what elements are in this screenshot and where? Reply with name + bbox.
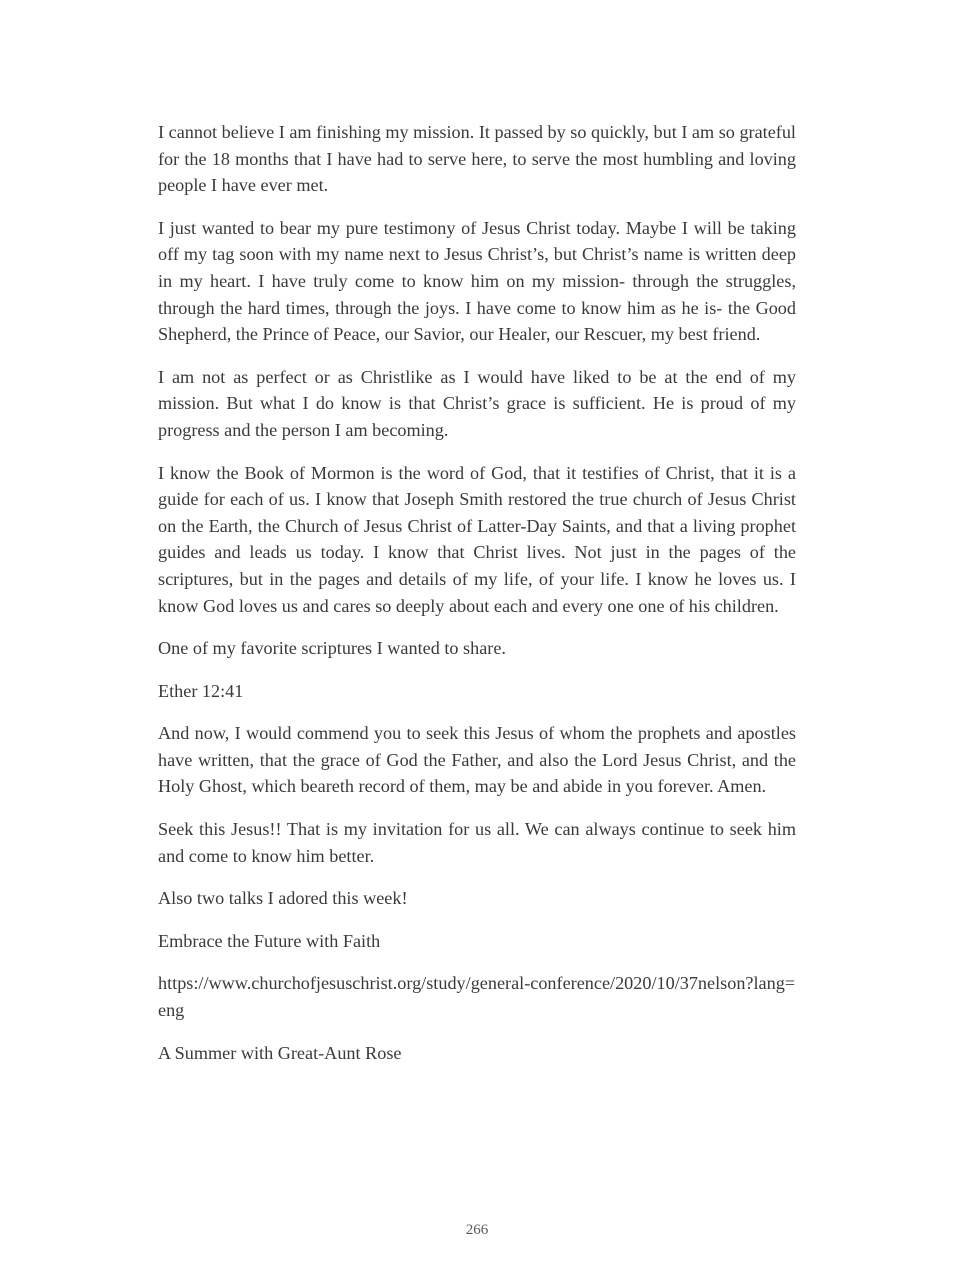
paragraph-grace: I am not as perfect or as Christlike as I would have liked to be at the end of my mission. But what I do know is that Christ’s grace is sufficient. He is proud of my progress and the person I am becoming. [158,366,796,440]
page-content [158,119,796,1082]
paragraph-talks-intro: Also two talks I adored this week! [158,888,408,909]
paragraph-invitation: Seek this Jesus!! That is my invitation for us all. We can always continue to seek him and come to know him better. [158,819,796,866]
paragraph-testimony: I just wanted to bear my pure testimony of Jesus Christ today. Maybe I will be taking off my tag soon with my name next to Jesus Christ’s, but Christ’s name is written deep in my heart. I have truly come to know him on my mission- through the struggles, through the hard times, through the joys. I have come to know him as he is- the Good Shepherd, the Prince of Peace, our Savior, our Healer, our Rescuer, my best friend. [158,217,796,345]
talk-title-summer-great-aunt-rose: A Summer with Great-Aunt Rose [158,1042,402,1063]
page-number: 266 [465,1222,489,1238]
paragraph-book-of-mormon: I know the Book of Mormon is the word of God, that it testifies of Christ, that it is a guide for each of us. I know that Joseph Smith restored the true church of Jesus Christ on the Earth, the Church of Jesus Christ of Latter-Day Saints, and that a living prophet guides and leads us today. I know that Christ lives. Not just in the pages of the scriptures, but in the pages and details of my life, of your life. I know he loves us. I know God loves us and cares so deeply about each and every one one of his children. [158,462,796,616]
paragraph-mission-ending: I cannot believe I am finishing my mission. It passed by so quickly, but I am so grateful for the 18 months that I have had to serve here, to serve the most humbling and loving people I have ever met. [158,122,796,196]
talk-title-embrace-future: Embrace the Future with Faith [158,930,381,951]
talk-url-link[interactable]: https://www.churchofjesuschrist.org/study/general-conference/2020/10/37nelson?lang=eng [158,973,796,1021]
paragraph-favorite-scripture: One of my favorite scriptures I wanted to share. [158,638,506,659]
scripture-quote: And now, I would commend you to seek this Jesus of whom the prophets and apostles have written, that the grace of God the Father, and also the Lord Jesus Christ, and the Holy Ghost, which beareth record of them, may be and abide in you forever. Amen. [158,723,796,797]
scripture-reference: Ether 12:41 [158,680,244,701]
